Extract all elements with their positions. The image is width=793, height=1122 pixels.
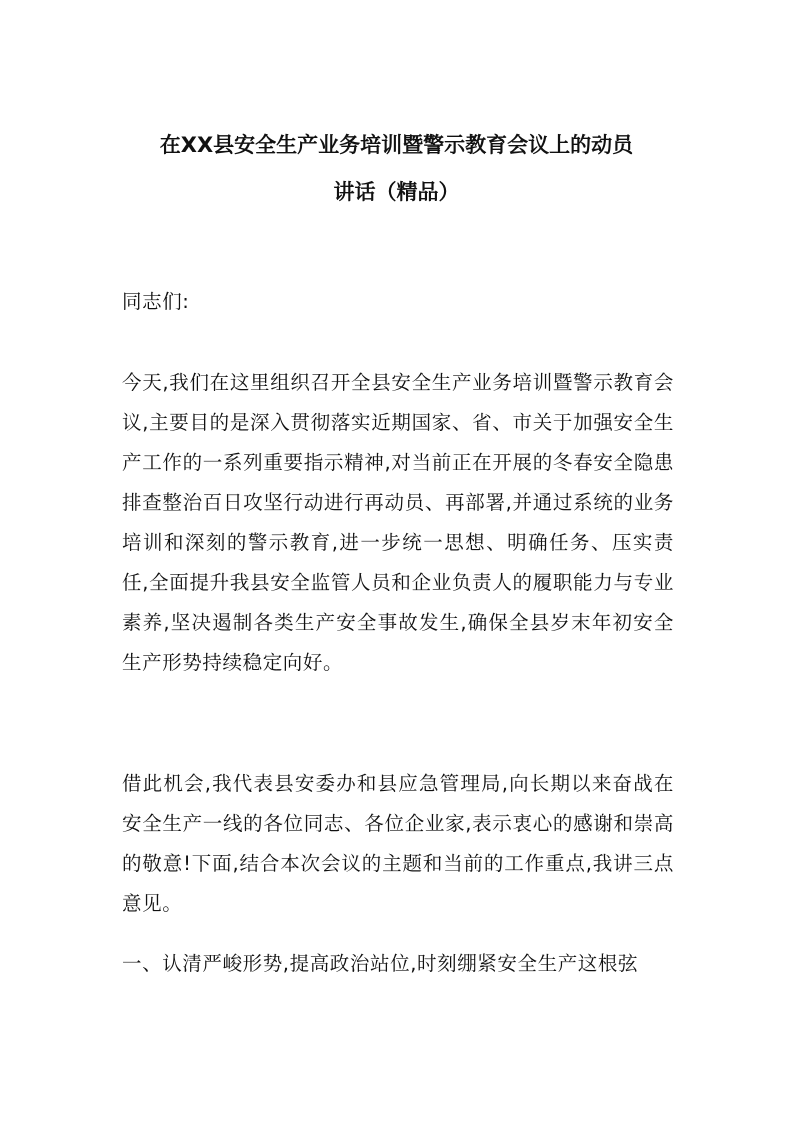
salutation: 同志们: <box>122 290 190 313</box>
title-line-2: 讲话（精品） <box>333 180 460 204</box>
title-line-1: 在XX县安全生产业务培训暨警示教育会议上的动员 <box>159 133 634 157</box>
paragraph-1: 今天,我们在这里组织召开全县安全生产业务培训暨警示教育会议,主要目的是深入贯彻落实近期国家、省、市关于加强安全生产工作的一系列重要指示精神,对当前正在开展的冬春安全隐患排查整治百日攻坚行动进行再动员、再部署,并通过系统的业务培训和深刻的警示教育,进一步统一思想、明确任务、压实责任,全面提升我县安全监管人员和企业负责人的履职能力与专业素养,坚决遏制各类生产安全事故发生,确保全县岁末年初安全生产形势持续稳定向好。 <box>122 371 674 674</box>
paragraph-2: 借此机会,我代表县安委办和县应急管理局,向长期以来奋战在安全生产一线的各位同志、各位企业家,表示衷心的感谢和崇高的敬意!下面,结合本次会议的主题和当前的工作重点,我讲三点意见。 <box>122 772 674 915</box>
section-heading-1: 一、认清严峻形势,提高政治站位,时刻绷紧安全生产这根弦 <box>122 952 639 975</box>
document-title <box>110 122 683 216</box>
